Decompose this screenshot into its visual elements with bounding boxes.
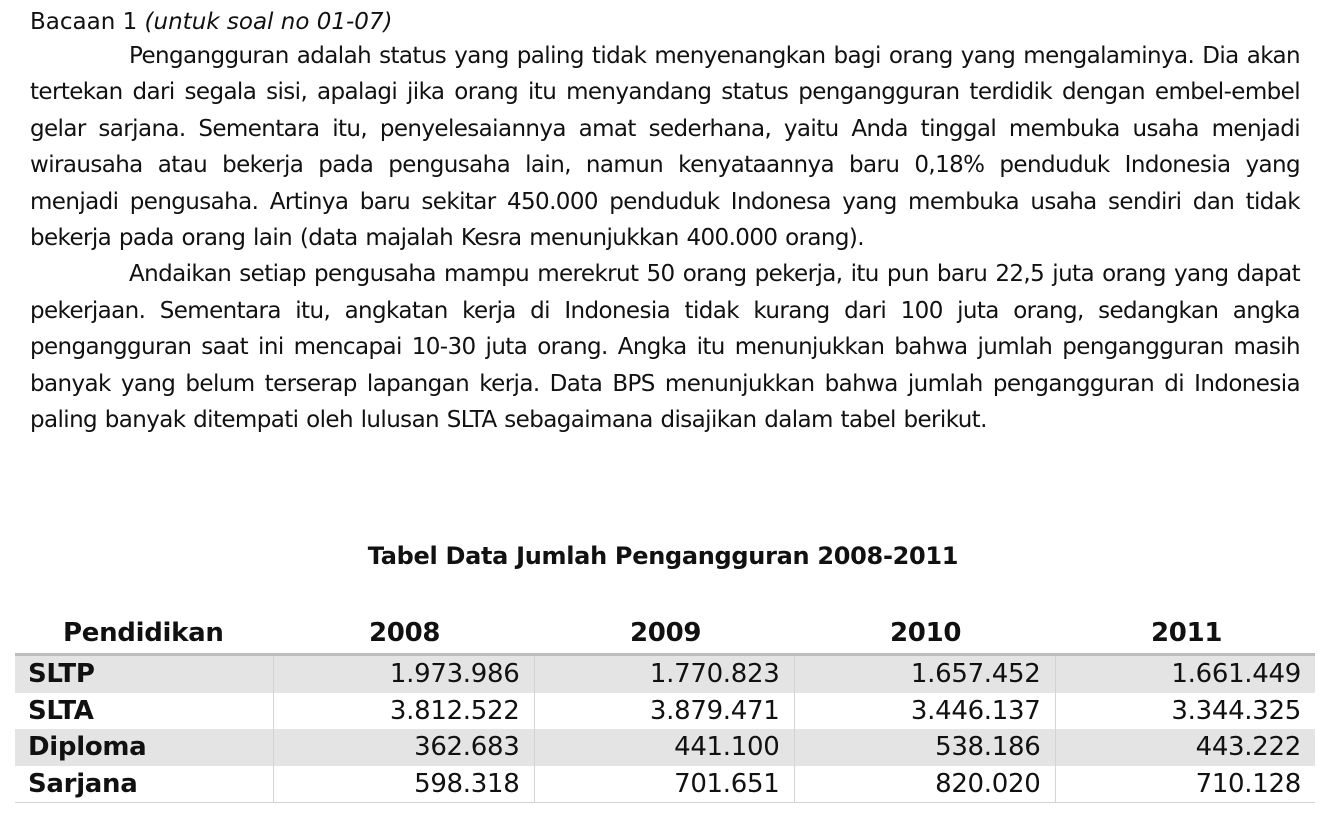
table-row [15,729,1315,766]
table-header-row [15,613,1315,655]
paragraph-2: Andaikan setiap pengusaha mampu merekrut 50 orang pekerja, itu pun baru 22,5 juta orang yang dapat pekerjaan. Sementara itu, angkatan kerja di Indonesia tidak kurang dari 100 juta orang, sedangkan angka pengangguran saat ini mencapai 10-30 juta orang. Angka itu menunjukkan bahwa jumlah pengangguran masih banyak yang belum terserap lapangan kerja. Data BPS menunjukkan bahwa jumlah pengangguran di Indonesia paling banyak ditempati oleh lulusan SLTA sebagaimana disajikan dalam tabel berikut. [30,261,1300,434]
table-row [15,766,1315,803]
table-cell: 598.318 [273,766,534,803]
passage-heading-prefix: Bacaan 1 [30,9,145,35]
table-cell: 362.683 [273,729,534,766]
unemployment-table [15,613,1315,803]
table-cell: 1.657.452 [794,655,1055,693]
row-label: SLTP [15,655,273,693]
table-title: Tabel Data Jumlah Pengangguran 2008-2011 [367,542,959,570]
row-label: SLTA [15,693,273,730]
table-cell: 3.879.471 [534,693,794,730]
table-cell: 1.770.823 [534,655,794,693]
table-cell: 820.020 [794,766,1055,803]
table-cell: 3.812.522 [273,693,534,730]
table-cell: 443.222 [1055,729,1315,766]
table-cell: 538.186 [794,729,1055,766]
header-2011: 2011 [1055,613,1315,655]
paragraph-1: Pengangguran adalah status yang paling tidak menyenangkan bagi orang yang mengalaminya. Dia akan tertekan dari segala sisi, apalagi jika orang itu menyandang status pengangguran terdidik dengan embel-embel gelar sarjana. Sementara itu, penyelesaiannya amat sederhana, yaitu Anda tinggal membuka usaha menjadi wirausaha atau bekerja pada pengusaha lain, namun kenyataannya baru 0,18% penduduk Indonesia yang menjadi pengusaha. Artinya baru sekitar 450.000 penduduk Indonesa yang membuka usaha sendiri dan tidak bekerja pada orang lain (data majalah Kesra menunjukkan 400.000 orang). [30,43,1300,252]
table-cell: 1.973.986 [273,655,534,693]
row-label: Sarjana [15,766,273,803]
table-cell: 3.344.325 [1171,695,1301,726]
table-row [15,693,1315,730]
table-cell: 1.661.449 [1055,655,1315,693]
table-row [15,655,1315,693]
reading-passage [30,6,1300,438]
header-2010: 2010 [794,613,1055,655]
table-cell: 3.446.137 [794,693,1055,730]
table-cell: 710.128 [1055,766,1315,803]
header-pendidikan: Pendidikan [15,613,273,655]
header-2009: 2009 [534,613,794,655]
header-2008: 2008 [273,613,534,655]
passage-heading-note: (untuk soal no 01-07) [144,9,393,35]
table-cell: 701.651 [534,766,794,803]
row-label: Diploma [15,729,273,766]
passage-heading [30,6,1300,38]
table-cell: 441.100 [534,729,794,766]
